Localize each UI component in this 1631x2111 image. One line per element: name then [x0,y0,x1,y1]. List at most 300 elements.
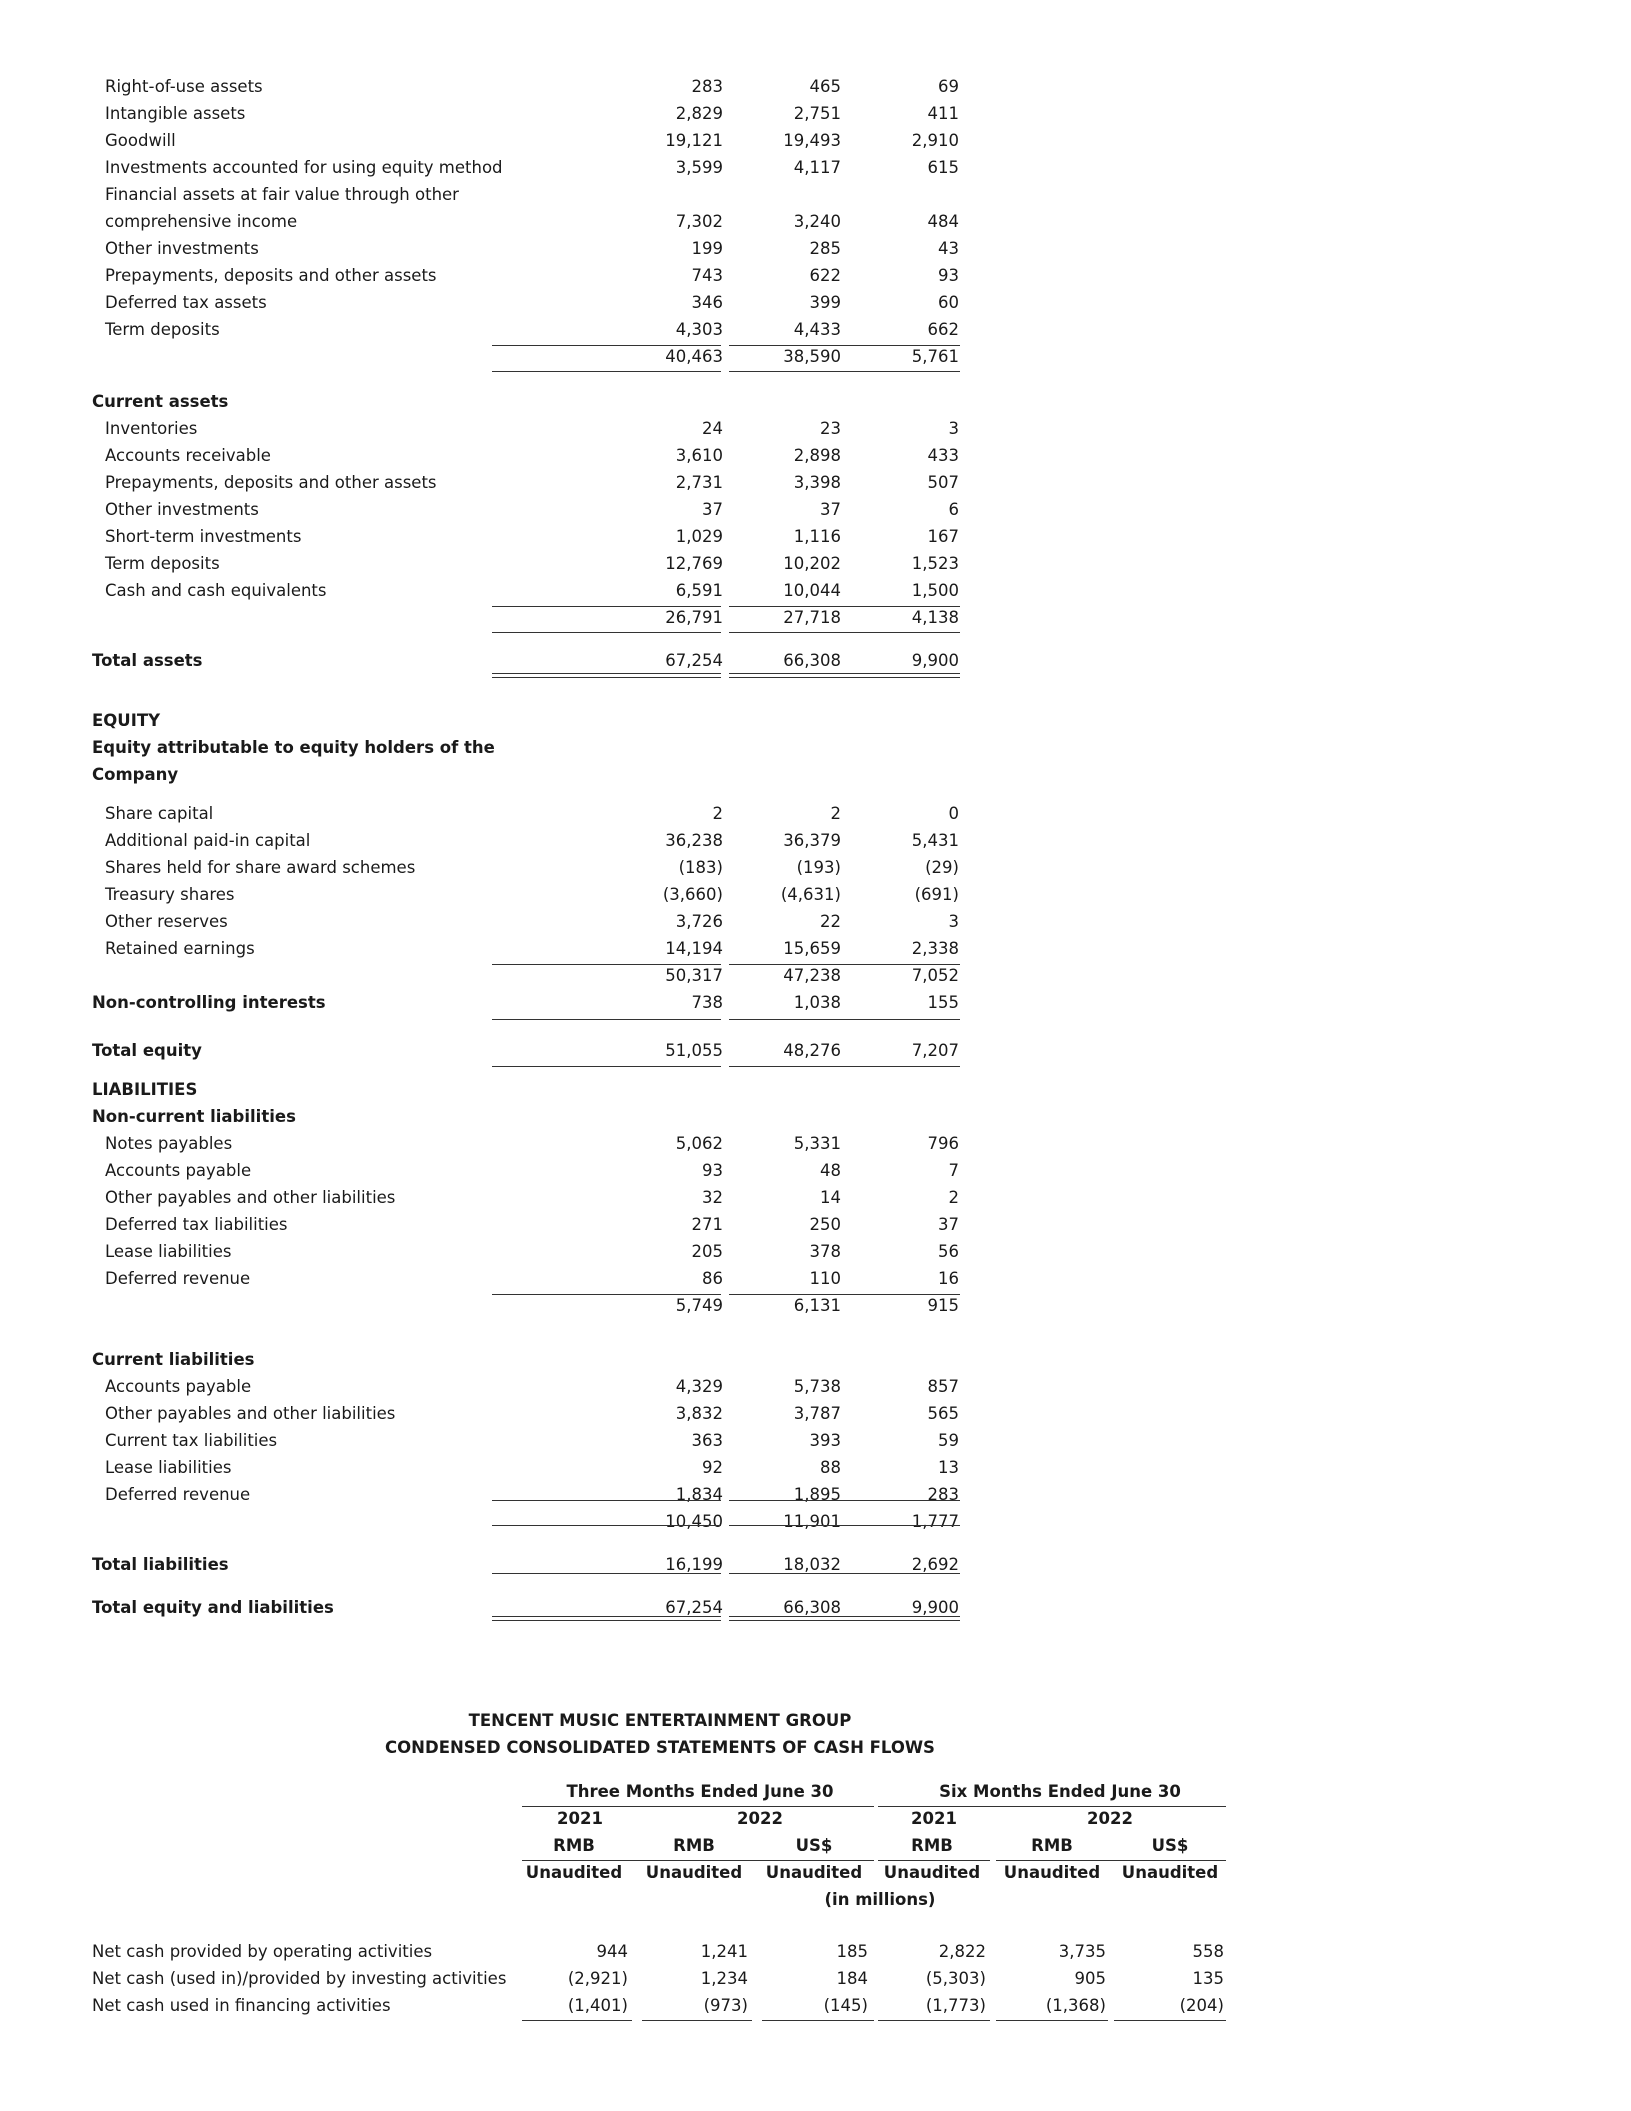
amount-cell: 9,900 [911,1598,959,1617]
cash-flow-amount: (1,773) [925,1996,986,2015]
amount-cell: 283 [691,77,723,96]
amount-cell: 5,062 [675,1134,723,1153]
year-header: 2021 [911,1809,957,1828]
line-item-label: Inventories [105,419,198,438]
balance-row [0,1080,1000,1107]
subtotal-rule [729,1500,960,1501]
balance-row [0,293,1000,320]
amount-cell: 4,138 [911,608,959,627]
balance-row [0,104,1000,131]
balance-row [0,1161,1000,1188]
balance-row [0,993,1000,1020]
amount-cell: 51,055 [665,1041,723,1060]
amount-cell: 67,254 [665,1598,723,1617]
balance-row [0,320,1000,347]
amount-cell: 2,731 [675,473,723,492]
amount-cell: 738 [691,993,723,1012]
balance-row [0,419,1000,446]
line-item-label: Lease liabilities [105,1242,232,1261]
subtotal-row [0,347,1000,374]
amount-cell: 205 [691,1242,723,1261]
subtotal-rule [729,1573,960,1574]
amount-cell: (193) [796,858,841,877]
currency-header: RMB [673,1836,715,1855]
cash-flow-amount: (5,303) [925,1969,986,1988]
amount-cell: 1,834 [675,1485,723,1504]
cash-flow-label: Net cash used in financing activities [92,1996,391,2015]
amount-cell: 199 [691,239,723,258]
amount-cell: 1,500 [911,581,959,600]
subtotal-rule [729,632,960,633]
amount-cell: 3,610 [675,446,723,465]
amount-cell: 5,738 [793,1377,841,1396]
balance-row [0,131,1000,158]
amount-cell: 857 [927,1377,959,1396]
line-item-label: Right-of-use assets [105,77,263,96]
amount-cell: 32 [702,1188,723,1207]
balance-row [0,858,1000,885]
subtotal-rule [611,1525,718,1526]
cash-flow-label: Net cash (used in)/provided by investing activities [92,1969,507,1988]
line-item-label: Current tax liabilities [105,1431,278,1450]
amount-cell: 796 [927,1134,959,1153]
section-heading: LIABILITIES [92,1080,198,1099]
amount-cell: 48,276 [783,1041,841,1060]
subtotal-rule [611,632,718,633]
balance-row [0,1485,1000,1512]
cash-flow-amount: (145) [823,1996,868,2015]
amount-cell: 66,308 [783,651,841,670]
line-item-label: Other investments [105,239,259,258]
cash-flow-row [0,1969,1300,1996]
balance-row [0,1107,1000,1134]
line-item-label: Prepayments, deposits and other assets [105,473,437,492]
amount-cell: 11,901 [783,1512,841,1531]
amount-cell: 393 [809,1431,841,1450]
amount-cell: 3,398 [793,473,841,492]
section-heading: Total equity [92,1041,202,1060]
subtotal-row [0,608,1000,635]
period-rule [878,1806,1226,1807]
amount-cell: 23 [820,419,841,438]
subtotal-rule [611,1066,718,1067]
amount-cell: 565 [927,1404,959,1423]
total-double-rule [611,1616,718,1621]
amount-cell: 378 [809,1242,841,1261]
amount-cell: 6 [948,500,959,519]
balance-row [0,446,1000,473]
amount-cell: 50,317 [665,966,723,985]
amount-cell: 5,331 [793,1134,841,1153]
amount-cell: 271 [691,1215,723,1234]
line-item-label: Deferred tax assets [105,293,267,312]
balance-row [0,212,1000,239]
balance-row [0,1215,1000,1242]
cash-flow-row [0,1942,1300,1969]
amount-cell: 3,832 [675,1404,723,1423]
amount-cell: 1,895 [793,1485,841,1504]
amount-cell: 1,029 [675,527,723,546]
section-heading: Total liabilities [92,1555,229,1574]
cash-flow-amount: 558 [1192,1942,1224,1961]
amount-cell: 13 [938,1458,959,1477]
balance-row [0,831,1000,858]
cash-flow-row [0,1996,1300,2023]
currency-header: US$ [1151,1836,1189,1855]
amount-cell: 66,308 [783,1598,841,1617]
line-item-label: Other payables and other liabilities [105,1188,396,1207]
amount-cell: 1,523 [911,554,959,573]
total-double-rule [729,673,960,678]
line-item-label: Deferred revenue [105,1269,251,1288]
subtotal-row [0,966,1000,993]
amount-cell: 16 [938,1269,959,1288]
balance-row [0,912,1000,939]
amount-cell: 167 [927,527,959,546]
cash-flow-amount: (1,401) [567,1996,628,2015]
amount-cell: (29) [925,858,959,877]
balance-row [0,266,1000,293]
amount-cell: 2,751 [793,104,841,123]
line-item-label: Accounts payable [105,1161,252,1180]
currency-rule [996,1860,1226,1861]
amount-cell: 3,599 [675,158,723,177]
amount-cell: 2,910 [911,131,959,150]
line-item-label: Term deposits [105,554,220,573]
audit-status-header: Unaudited [883,1863,981,1882]
balance-row [0,1269,1000,1296]
amount-cell: 615 [927,158,959,177]
section-heading: EQUITY [92,711,161,730]
amount-cell: 285 [809,239,841,258]
amount-cell: 14,194 [665,939,723,958]
amount-cell: 48 [820,1161,841,1180]
period-three-months: Three Months Ended June 30 [566,1782,834,1801]
cash-flow-amount: (1,368) [1045,1996,1106,2015]
amount-cell: 69 [938,77,959,96]
line-item-label: Accounts payable [105,1377,252,1396]
section-heading: Current assets [92,392,229,411]
section-heading: Current liabilities [92,1350,255,1369]
amount-cell: 67,254 [665,651,723,670]
amount-cell: 743 [691,266,723,285]
line-item-label: Treasury shares [105,885,235,904]
subtotal-rule [729,1294,960,1295]
audit-status-header: Unaudited [645,1863,743,1882]
line-item-label: Accounts receivable [105,446,271,465]
balance-row [0,1555,1000,1582]
amount-cell: 4,117 [793,158,841,177]
amount-cell: 88 [820,1458,841,1477]
balance-row [0,392,1000,419]
amount-cell: 2 [830,804,841,823]
subtotal-rule [729,371,960,372]
amount-cell: 18,032 [783,1555,841,1574]
amount-cell: 7,207 [911,1041,959,1060]
currency-header: RMB [1031,1836,1073,1855]
amount-cell: 12,769 [665,554,723,573]
amount-cell: (3,660) [662,885,723,904]
amount-cell: 1,116 [793,527,841,546]
amount-cell: 36,379 [783,831,841,850]
balance-row [0,1458,1000,1485]
subtotal-rule [729,345,960,346]
balance-row [0,1134,1000,1161]
cash-flow-label: Net cash provided by operating activities [92,1942,433,1961]
subtotal-rule [611,606,718,607]
amount-cell: 37 [938,1215,959,1234]
column-rule [1114,2020,1226,2021]
amount-cell: 110 [809,1269,841,1288]
amount-cell: 5,431 [911,831,959,850]
cash-flow-amount: 1,234 [700,1969,748,1988]
section-heading: Non-controlling interests [92,993,326,1012]
period-six-months: Six Months Ended June 30 [939,1782,1181,1801]
line-item-label: Goodwill [105,131,176,150]
subtotal-rule [611,1500,718,1501]
line-item-label: Retained earnings [105,939,255,958]
section-heading: Company [92,765,179,784]
amount-cell: 662 [927,320,959,339]
cash-flow-amount: 185 [836,1942,868,1961]
line-item-label: Intangible assets [105,104,246,123]
line-item-label: Term deposits [105,320,220,339]
balance-row [0,1350,1000,1377]
subtotal-rule [729,1525,960,1526]
cash-flow-amount: (2,921) [567,1969,628,1988]
balance-row [0,500,1000,527]
amount-cell: 19,493 [783,131,841,150]
balance-row [0,738,1000,765]
line-item-label: Short-term investments [105,527,302,546]
balance-row [0,1404,1000,1431]
amount-cell: 0 [948,804,959,823]
balance-row [0,765,1000,792]
currency-header: RMB [911,1836,953,1855]
amount-cell: 60 [938,293,959,312]
amount-cell: 3,726 [675,912,723,931]
audit-status-header: Unaudited [525,1863,623,1882]
balance-row [0,77,1000,104]
amount-cell: 465 [809,77,841,96]
line-item-label: comprehensive income [105,212,298,231]
amount-cell: 24 [702,419,723,438]
amount-cell: 10,450 [665,1512,723,1531]
balance-row [0,711,1000,738]
line-item-label: Prepayments, deposits and other assets [105,266,437,285]
column-rule [522,2020,632,2021]
amount-cell: (4,631) [780,885,841,904]
section-heading: Total equity and liabilities [92,1598,334,1617]
amount-cell: 56 [938,1242,959,1261]
amount-cell: 16,199 [665,1555,723,1574]
amount-cell: 22 [820,912,841,931]
amount-cell: 5,761 [911,347,959,366]
amount-cell: 6,131 [793,1296,841,1315]
year-header: 2022 [1087,1809,1133,1828]
amount-cell: 283 [927,1485,959,1504]
cash-flow-amount: (973) [703,1996,748,2015]
line-item-label: Deferred tax liabilities [105,1215,288,1234]
amount-cell: 86 [702,1269,723,1288]
amount-cell: 5,749 [675,1296,723,1315]
balance-row [0,804,1000,831]
subtotal-rule [611,1573,718,1574]
line-item-label: Other investments [105,500,259,519]
amount-cell: 38,590 [783,347,841,366]
subtotal-rule [611,964,718,965]
amount-cell: 14 [820,1188,841,1207]
cash-flow-amount: 135 [1192,1969,1224,1988]
balance-row [0,1431,1000,1458]
section-heading: Equity attributable to equity holders of the [92,738,495,757]
amount-cell: (183) [678,858,723,877]
balance-row [0,239,1000,266]
amount-cell: 2 [948,1188,959,1207]
audit-status-header: Unaudited [765,1863,863,1882]
amount-cell: 19,121 [665,131,723,150]
amount-cell: 2 [712,804,723,823]
subtotal-rule [611,371,718,372]
column-rule [996,2020,1108,2021]
column-rule [878,2020,990,2021]
amount-cell: 93 [702,1161,723,1180]
section-heading: Total assets [92,651,203,670]
total-double-rule [611,673,718,678]
amount-cell: 59 [938,1431,959,1450]
line-item-label: Share capital [105,804,214,823]
period-rule [522,1806,874,1807]
balance-row [0,158,1000,185]
line-item-label: Other reserves [105,912,228,931]
company-title: TENCENT MUSIC ENTERTAINMENT GROUP [468,1711,852,1730]
column-rule [762,2020,874,2021]
amount-cell: 915 [927,1296,959,1315]
unit-note: (in millions) [824,1890,936,1909]
amount-cell: 37 [702,500,723,519]
subtotal-row [0,1296,1000,1323]
amount-cell: 9,900 [911,651,959,670]
cash-flow-amount: 2,822 [938,1942,986,1961]
amount-cell: 2,898 [793,446,841,465]
balance-row [0,1242,1000,1269]
balance-row [0,185,1000,212]
currency-rule [522,1860,874,1861]
amount-cell: 37 [820,500,841,519]
line-item-label: Shares held for share award schemes [105,858,416,877]
amount-cell: 411 [927,104,959,123]
year-header: 2021 [557,1809,603,1828]
balance-row [0,939,1000,966]
amount-cell: 26,791 [665,608,723,627]
amount-cell: 507 [927,473,959,492]
balance-row [0,473,1000,500]
line-item-label: Financial assets at fair value through other [105,185,459,204]
amount-cell: 10,044 [783,581,841,600]
currency-rule [878,1860,990,1861]
subtotal-rule [611,1019,718,1020]
amount-cell: 363 [691,1431,723,1450]
line-item-label: Notes payables [105,1134,233,1153]
amount-cell: 2,338 [911,939,959,958]
amount-cell: 7 [948,1161,959,1180]
cash-flow-amount: 905 [1074,1969,1106,1988]
audit-status-header: Unaudited [1121,1863,1219,1882]
cash-flow-amount: 944 [596,1942,628,1961]
amount-cell: 4,433 [793,320,841,339]
amount-cell: 622 [809,266,841,285]
amount-cell: 433 [927,446,959,465]
amount-cell: 40,463 [665,347,723,366]
amount-cell: 3 [948,419,959,438]
amount-cell: (691) [914,885,959,904]
subtotal-rule [611,1294,718,1295]
cash-flow-amount: 1,241 [700,1942,748,1961]
amount-cell: 250 [809,1215,841,1234]
line-item-label: Cash and cash equivalents [105,581,327,600]
amount-cell: 155 [927,993,959,1012]
balance-row [0,885,1000,912]
line-item-label: Additional paid-in capital [105,831,311,850]
amount-cell: 3,787 [793,1404,841,1423]
cash-flow-amount: (204) [1179,1996,1224,2015]
amount-cell: 4,303 [675,320,723,339]
line-item-label: Other payables and other liabilities [105,1404,396,1423]
balance-row [0,527,1000,554]
amount-cell: 2,829 [675,104,723,123]
amount-cell: 346 [691,293,723,312]
amount-cell: 43 [938,239,959,258]
subtotal-rule [729,606,960,607]
amount-cell: 1,038 [793,993,841,1012]
year-header: 2022 [737,1809,783,1828]
amount-cell: 2,692 [911,1555,959,1574]
subtotal-rule [729,1066,960,1067]
balance-row [0,1188,1000,1215]
amount-cell: 10,202 [783,554,841,573]
currency-header: US$ [795,1836,833,1855]
amount-cell: 15,659 [783,939,841,958]
balance-row [0,581,1000,608]
line-item-label: Investments accounted for using equity method [105,158,503,177]
column-rule [642,2020,752,2021]
amount-cell: 27,718 [783,608,841,627]
amount-cell: 92 [702,1458,723,1477]
amount-cell: 4,329 [675,1377,723,1396]
audit-status-header: Unaudited [1003,1863,1101,1882]
subtotal-rule [729,964,960,965]
amount-cell: 3 [948,912,959,931]
amount-cell: 47,238 [783,966,841,985]
amount-cell: 7,052 [911,966,959,985]
subtotal-rule [611,345,718,346]
line-item-label: Deferred revenue [105,1485,251,1504]
cash-flow-amount: 184 [836,1969,868,1988]
cash-flow-amount: 3,735 [1058,1942,1106,1961]
line-item-label: Lease liabilities [105,1458,232,1477]
balance-row [0,554,1000,581]
amount-cell: 36,238 [665,831,723,850]
subtotal-rule [729,1019,960,1020]
section-heading: Non-current liabilities [92,1107,296,1126]
total-double-rule [729,1616,960,1621]
balance-row [0,1041,1000,1068]
balance-row [0,1377,1000,1404]
amount-cell: 399 [809,293,841,312]
amount-cell: 7,302 [675,212,723,231]
amount-cell: 3,240 [793,212,841,231]
statement-title: CONDENSED CONSOLIDATED STATEMENTS OF CASH FLOWS [385,1738,935,1757]
